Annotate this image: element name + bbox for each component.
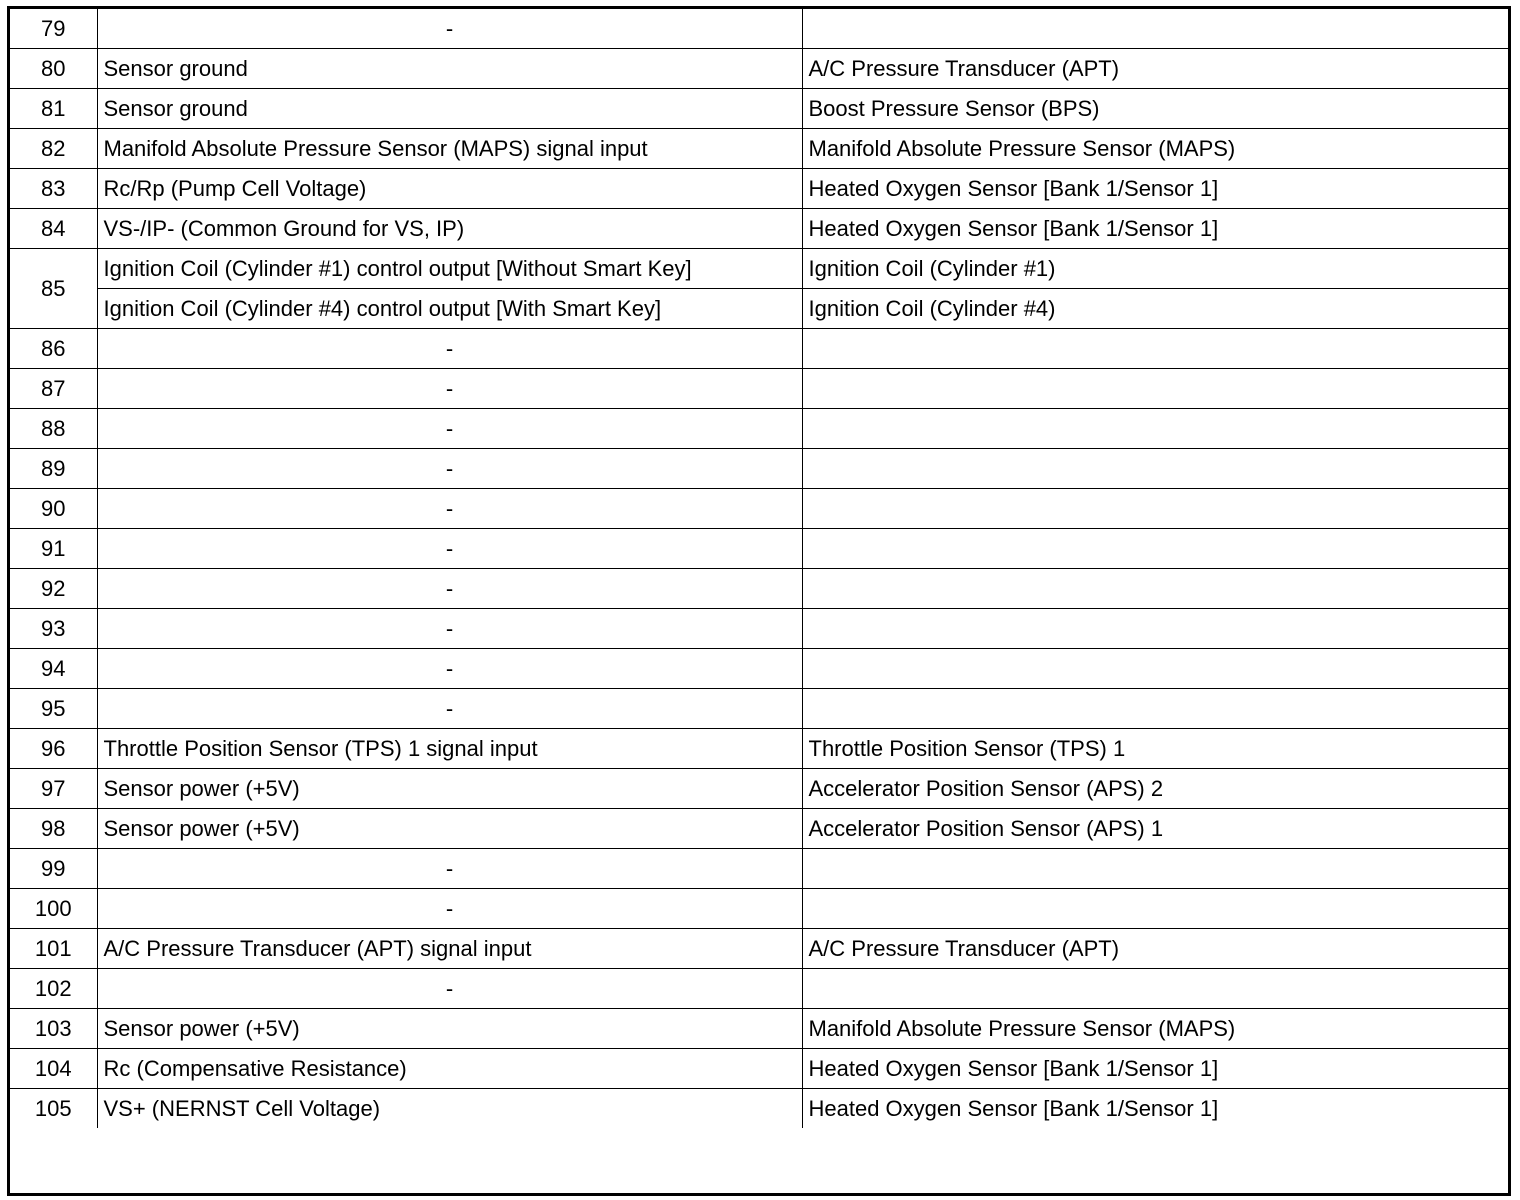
description-cell: -	[97, 409, 802, 449]
pin-number-cell: 97	[10, 769, 97, 809]
pin-number-cell: 96	[10, 729, 97, 769]
table-row	[10, 529, 1508, 569]
table-row	[10, 9, 1508, 49]
description-cell: -	[97, 9, 802, 49]
table-row	[10, 889, 1508, 929]
description-cell: Rc (Compensative Resistance)	[97, 1049, 802, 1089]
connection-cell	[802, 409, 1508, 449]
table-body	[10, 9, 1508, 1128]
description-cell: Rc/Rp (Pump Cell Voltage)	[97, 169, 802, 209]
table-row	[10, 369, 1508, 409]
connection-cell: Ignition Coil (Cylinder #1)	[802, 249, 1508, 289]
description-cell: -	[97, 569, 802, 609]
connection-cell	[802, 529, 1508, 569]
description-cell: Sensor power (+5V)	[97, 769, 802, 809]
table-row	[10, 289, 1508, 329]
connection-cell: Accelerator Position Sensor (APS) 1	[802, 809, 1508, 849]
table-row	[10, 129, 1508, 169]
description-cell: -	[97, 969, 802, 1009]
connection-cell: Heated Oxygen Sensor [Bank 1/Sensor 1]	[802, 209, 1508, 249]
connection-cell: A/C Pressure Transducer (APT)	[802, 929, 1508, 969]
table-row	[10, 1009, 1508, 1049]
pin-number-cell: 104	[10, 1049, 97, 1089]
table-row	[10, 929, 1508, 969]
connection-cell: Manifold Absolute Pressure Sensor (MAPS)	[802, 1009, 1508, 1049]
table-row	[10, 1089, 1508, 1129]
pin-number-cell: 90	[10, 489, 97, 529]
pin-table-frame	[7, 6, 1511, 1196]
connection-cell	[802, 329, 1508, 369]
description-cell: Throttle Position Sensor (TPS) 1 signal input	[97, 729, 802, 769]
table-row	[10, 689, 1508, 729]
description-cell: -	[97, 649, 802, 689]
description-cell: Sensor ground	[97, 89, 802, 129]
description-cell: Ignition Coil (Cylinder #4) control output [With Smart Key]	[97, 289, 802, 329]
connection-cell	[802, 969, 1508, 1009]
table-row	[10, 409, 1508, 449]
connection-cell	[802, 9, 1508, 49]
pin-number-cell: 99	[10, 849, 97, 889]
description-cell: A/C Pressure Transducer (APT) signal input	[97, 929, 802, 969]
pin-number-cell: 79	[10, 9, 97, 49]
pin-number-cell: 92	[10, 569, 97, 609]
table-row	[10, 89, 1508, 129]
connection-cell	[802, 369, 1508, 409]
pin-number-cell: 81	[10, 89, 97, 129]
description-cell: VS+ (NERNST Cell Voltage)	[97, 1089, 802, 1129]
connection-cell: Manifold Absolute Pressure Sensor (MAPS)	[802, 129, 1508, 169]
pin-number-cell: 91	[10, 529, 97, 569]
pin-number-cell: 101	[10, 929, 97, 969]
table-row	[10, 1049, 1508, 1089]
connection-cell	[802, 489, 1508, 529]
table-row	[10, 449, 1508, 489]
description-cell: -	[97, 329, 802, 369]
pin-number-cell: 105	[10, 1089, 97, 1129]
pin-number-cell: 89	[10, 449, 97, 489]
pin-number-cell: 82	[10, 129, 97, 169]
table-row	[10, 849, 1508, 889]
table-row	[10, 809, 1508, 849]
connection-cell: Heated Oxygen Sensor [Bank 1/Sensor 1]	[802, 1049, 1508, 1089]
table-row	[10, 769, 1508, 809]
table-row	[10, 209, 1508, 249]
description-cell: Ignition Coil (Cylinder #1) control output [Without Smart Key]	[97, 249, 802, 289]
pin-number-cell: 84	[10, 209, 97, 249]
table-row	[10, 729, 1508, 769]
table-row	[10, 249, 1508, 289]
pin-number-cell: 98	[10, 809, 97, 849]
description-cell: -	[97, 529, 802, 569]
table-row	[10, 49, 1508, 89]
pin-number-cell: 86	[10, 329, 97, 369]
connection-cell: A/C Pressure Transducer (APT)	[802, 49, 1508, 89]
connection-cell: Throttle Position Sensor (TPS) 1	[802, 729, 1508, 769]
connection-cell: Accelerator Position Sensor (APS) 2	[802, 769, 1508, 809]
pin-number-cell: 83	[10, 169, 97, 209]
pin-number-cell: 94	[10, 649, 97, 689]
table-row	[10, 489, 1508, 529]
description-cell: Manifold Absolute Pressure Sensor (MAPS) signal input	[97, 129, 802, 169]
pin-number-cell: 80	[10, 49, 97, 89]
connection-cell: Ignition Coil (Cylinder #4)	[802, 289, 1508, 329]
connection-cell	[802, 889, 1508, 929]
description-cell: VS-/IP- (Common Ground for VS, IP)	[97, 209, 802, 249]
pin-number-cell: 88	[10, 409, 97, 449]
description-cell: -	[97, 689, 802, 729]
pin-number-cell: 103	[10, 1009, 97, 1049]
description-cell: -	[97, 609, 802, 649]
pin-number-cell: 93	[10, 609, 97, 649]
description-cell: Sensor ground	[97, 49, 802, 89]
table-row	[10, 969, 1508, 1009]
pin-number-cell: 100	[10, 889, 97, 929]
description-cell: -	[97, 889, 802, 929]
pin-number-cell: 87	[10, 369, 97, 409]
description-cell: -	[97, 369, 802, 409]
pin-function-table	[10, 9, 1508, 1128]
description-cell: Sensor power (+5V)	[97, 1009, 802, 1049]
description-cell: -	[97, 849, 802, 889]
connection-cell	[802, 689, 1508, 729]
pin-number-cell: 85	[10, 249, 97, 329]
description-cell: -	[97, 449, 802, 489]
connection-cell: Heated Oxygen Sensor [Bank 1/Sensor 1]	[802, 1089, 1508, 1129]
connection-cell	[802, 569, 1508, 609]
table-row	[10, 169, 1508, 209]
connection-cell	[802, 849, 1508, 889]
connection-cell: Boost Pressure Sensor (BPS)	[802, 89, 1508, 129]
description-cell: Sensor power (+5V)	[97, 809, 802, 849]
connection-cell: Heated Oxygen Sensor [Bank 1/Sensor 1]	[802, 169, 1508, 209]
table-row	[10, 649, 1508, 689]
table-row	[10, 329, 1508, 369]
table-row	[10, 609, 1508, 649]
table-row	[10, 569, 1508, 609]
connection-cell	[802, 609, 1508, 649]
connection-cell	[802, 649, 1508, 689]
description-cell: -	[97, 489, 802, 529]
pin-number-cell: 102	[10, 969, 97, 1009]
connection-cell	[802, 449, 1508, 489]
pin-number-cell: 95	[10, 689, 97, 729]
